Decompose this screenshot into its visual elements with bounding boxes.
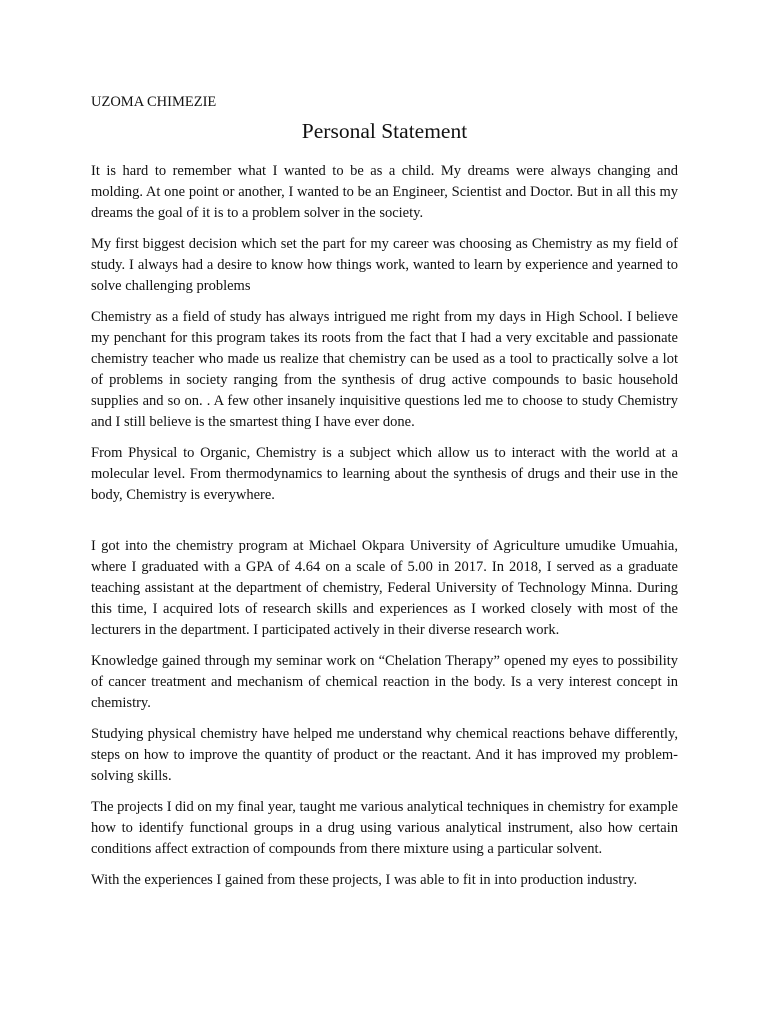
paragraph-childhood-dreams: It is hard to remember what I wanted to be as a child. My dreams were always changing and molding. At one point or another, I wanted to be an Engineer, Scientist and Doctor. But in all this my dreams the goal of it is to a problem solver in the society. — [91, 163, 678, 221]
paragraph-final-year-projects: The projects I did on my final year, taught me various analytical techniques in chemistry for example how to identify functional groups in a drug using various analytical instrument, also how certain conditions affect extraction of compounds from there mixture using a particular solvent. — [91, 799, 678, 857]
paragraph-chemistry-everywhere: From Physical to Organic, Chemistry is a subject which allow us to interact with the world at a molecular level. From thermodynamics to learning about the synthesis of drugs and their use in the body, Chemistry is everywhere. — [91, 445, 678, 503]
paragraph-career-decision: My first biggest decision which set the part for my career was choosing as Chemistry as my field of study. I always had a desire to know how things work, wanted to learn by experience and yearned to solve challenging problems — [91, 236, 678, 294]
document-page — [91, 92, 678, 901]
paragraph-seminar-work: Knowledge gained through my seminar work on “Chelation Therapy” opened my eyes to possibility of cancer treatment and mechanism of chemical reaction in the body. Is a very interest concept in chemistry. — [91, 653, 678, 711]
author-name: UZOMA CHIMEZIE — [91, 94, 217, 110]
paragraph-production-industry: With the experiences I gained from these projects, I was able to fit in into production industry. — [91, 872, 638, 888]
paragraph-university-program: I got into the chemistry program at Michael Okpara University of Agriculture umudike Umuahia, where I graduated with a GPA of 4.64 on a scale of 5.00 in 2017. In 2018, I served as a graduate teaching assistant at the department of chemistry, Federal University of Technology Minna. During this time, I acquired lots of research skills and experiences as I worked closely with most of the lecturers in the department. I participated actively in their diverse research work. — [91, 538, 678, 638]
paragraph-physical-chemistry: Studying physical chemistry have helped me understand why chemical reactions behave differently, steps on how to improve the quantity of product or the reactant. And it has improved my problem-solving skills. — [91, 726, 678, 784]
document-title: Personal Statement — [301, 119, 468, 143]
paragraph-high-school-chemistry: Chemistry as a field of study has always intrigued me right from my days in High School. I believe my penchant for this program takes its roots from the fact that I had a very excitable and passionate chemistry teacher who made us realize that chemistry can be used as a tool to practically solve a lot of problems in society ranging from the synthesis of drug active compounds to basic household supplies and so on. . A few other insanely inquisitive questions led me to choose to study Chemistry and I still believe is the smartest thing I have ever done. — [91, 309, 678, 430]
